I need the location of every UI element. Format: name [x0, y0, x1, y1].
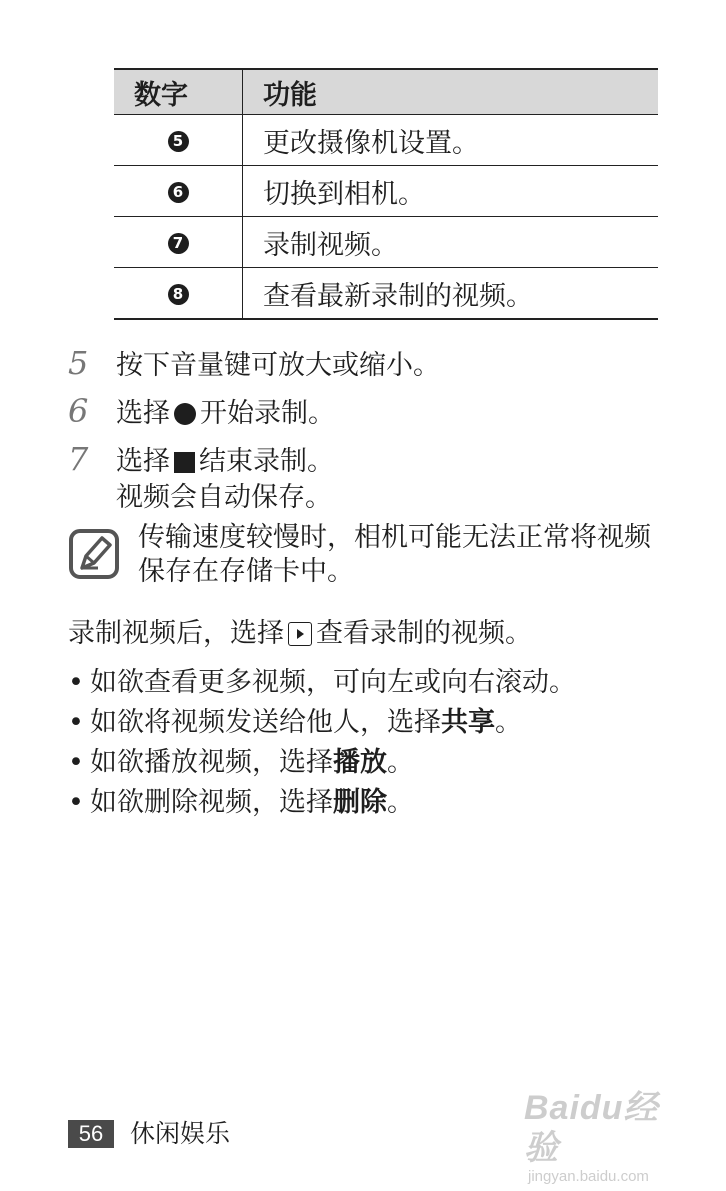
stop-square-icon: [174, 452, 195, 473]
header-number: 数字: [114, 69, 243, 115]
step-5: [68, 346, 440, 383]
bullet-bold-delete: 删除: [333, 787, 387, 818]
table-header-row: [114, 69, 658, 115]
step-7-subtext: 视频会自动保存。: [116, 482, 332, 513]
bullet-bold-play: 播放: [333, 747, 387, 778]
note-text: 传输速度较慢时，相机可能无法正常将视频保存在存储卡中。: [138, 522, 651, 587]
step-number: 6: [68, 392, 89, 430]
bullet-text: 如欲播放视频，选择: [90, 747, 333, 778]
bullet-dot: •: [68, 787, 84, 818]
step-text-post: 开始录制。: [200, 398, 335, 429]
note-pencil-icon: [68, 528, 120, 580]
bullet-end: 。: [387, 787, 414, 818]
step-text-post: 结束录制。: [199, 446, 334, 477]
table-row: [114, 268, 658, 320]
step-text-pre: 选择: [116, 446, 170, 477]
table-row: [114, 115, 658, 166]
step-text: 按下音量键可放大或缩小。: [116, 350, 440, 381]
bullet-end: 。: [495, 707, 522, 738]
bullet-item: [68, 786, 414, 820]
bullet-text: 如欲将视频发送给他人，选择: [90, 707, 441, 738]
watermark-main: Baidu经验: [524, 1089, 659, 1167]
function-table: [114, 68, 658, 320]
bullet-bold-share: 共享: [441, 707, 495, 738]
watermark-url: jingyan.baidu.com: [528, 1168, 649, 1185]
bullet-text: 如欲查看更多视频，可向左或向右滚动。: [90, 667, 576, 698]
circled-number-6: 6: [168, 182, 189, 203]
bullet-item: [68, 706, 522, 740]
bullet-dot: •: [68, 667, 84, 698]
table-cell-function: 录制视频。: [243, 217, 659, 268]
bullet-item: [68, 746, 414, 780]
bullet-dot: •: [68, 707, 84, 738]
table-cell-function: 查看最新录制的视频。: [243, 268, 659, 320]
table-row: [114, 217, 658, 268]
step-6: [68, 394, 335, 431]
baidu-watermark-logo: [524, 1088, 684, 1185]
header-function: 功能: [243, 69, 659, 115]
para-text-post: 查看录制的视频。: [316, 618, 532, 649]
section-title: 休闲娱乐: [130, 1119, 231, 1148]
circled-number-7: 7: [168, 233, 189, 254]
table-cell-function: 更改摄像机设置。: [243, 115, 659, 166]
bullet-text: 如欲删除视频，选择: [90, 787, 333, 818]
step-text-pre: 选择: [116, 398, 170, 429]
bullet-end: 。: [387, 747, 414, 778]
circled-number-8: 8: [168, 284, 189, 305]
play-button-icon: [288, 622, 312, 646]
step-number: 7: [68, 440, 89, 478]
table-cell-function: 切换到相机。: [243, 166, 659, 217]
step-7: [68, 442, 334, 479]
view-video-paragraph: [68, 617, 532, 651]
circled-number-5: 5: [168, 131, 189, 152]
record-dot-icon: [174, 403, 196, 425]
bullet-dot: •: [68, 747, 84, 778]
bullet-item: [68, 666, 576, 700]
step-number: 5: [68, 344, 89, 382]
page-number: 56: [68, 1120, 114, 1148]
table-row: [114, 166, 658, 217]
para-text-pre: 录制视频后，选择: [68, 618, 284, 649]
